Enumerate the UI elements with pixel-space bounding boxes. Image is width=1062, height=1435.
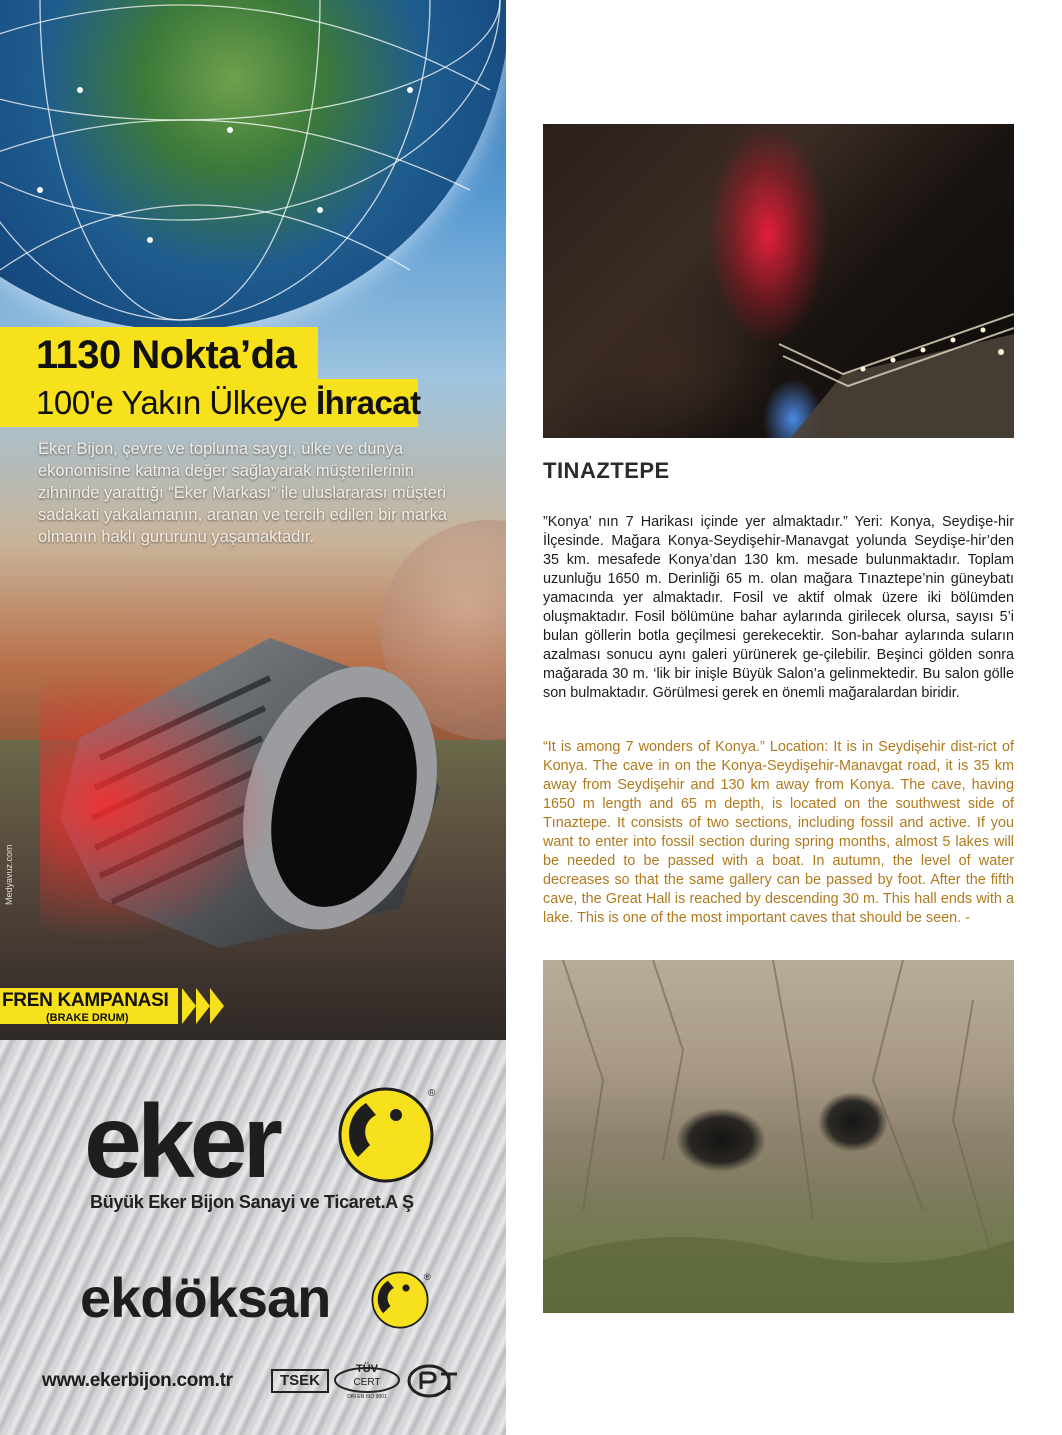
- pct-label: PCT: [433, 1394, 439, 1398]
- eker-logo-mark-icon: [336, 1085, 436, 1185]
- registered-mark: ®: [424, 1272, 431, 1282]
- ad-subheadline: 100'e Yakın Ülkeye İhracat: [36, 384, 421, 421]
- eker-logo-text: eker: [84, 1084, 278, 1200]
- brake-drum-image: [40, 618, 470, 958]
- product-label: FREN KAMPANASI: [2, 990, 169, 1011]
- chevron-right-icon: [182, 988, 196, 1024]
- registered-mark: ®: [428, 1088, 436, 1099]
- ad-agency-credit: Medyavuz.com: [4, 844, 14, 905]
- cave-interior-photo: [543, 124, 1014, 438]
- ekdoksan-logo-text: ekdöksan: [80, 1266, 331, 1329]
- network-lines-graphic: [0, 0, 506, 330]
- article-text-english: “It is among 7 wonders of Konya.” Location: It is in Seydişehir dist-rict of Konya. The cave in on the Konya-Seydişehir-Manavgat road, it is 35 km away from Seydişehir and 130 km away from Konya. The cave, having 1650 m length and 65 m depth, is located on the southwest side of Tınaztepe. It consists of two sections, including fossil and active. If you want to enter into fossil section during spring months, almost 5 lakes will be needed to be passed with a boat. In autumn, the level of water decreases so that the same gallery can be passed by foot. After the fifth cave, the Great Hall is reached by descending 30 m. This hall ends with a lake. This is one of the most important caves that should be seen. -: [543, 739, 1014, 926]
- cave-entrance-photo: [543, 960, 1014, 1313]
- company-name: Büyük Eker Bijon Sanayi ve Ticaret.A Ş: [90, 1192, 414, 1212]
- advertisement: [0, 0, 506, 1435]
- tuv-certificate-badge: [333, 1360, 401, 1400]
- chevron-right-icon: [196, 988, 210, 1024]
- ad-body-text: Eker Bijon, çevre ve topluma saygı, ülke ve dünya ekonomisine katma değer sağlayarak müşterilerinin zihninde yarattığı “Eker Markası” ile uluslararası müşteri sadakati yakalamanın, aranan ve tercih edilen bir marka olmanın haklı gururunu yaşamaktadır.: [38, 440, 448, 546]
- tuv-cert-label: CERT: [353, 1377, 381, 1388]
- tsek-certificate-badge: TSEK: [271, 1369, 329, 1393]
- ekdoksan-logo-mark-icon: [370, 1270, 430, 1330]
- chevron-right-icon: [210, 988, 224, 1024]
- product-label-english: (BRAKE DRUM): [46, 1012, 129, 1024]
- globe-illustration: [0, 0, 506, 330]
- article-title: TINAZTEPE: [543, 458, 670, 483]
- ad-headline: 1130 Nokta’da: [36, 333, 297, 377]
- tuv-label: TÜV: [356, 1363, 378, 1375]
- walkway-graphic: [543, 124, 1014, 438]
- website-url: www.ekerbijon.com.tr: [42, 1370, 233, 1391]
- cliff-texture-graphic: [543, 960, 1014, 1313]
- article-text-turkish: ”Konya’ nın 7 Harikası içinde yer almaktadır.” Yeri: Konya, Seydişe-hir İlçesinde. Mağara Konya-Seydişehir-Manavgat yolunda Seydişe-hir’den 35 km. mesafede Konya’dan 130 km. mesade bulunmaktadır. Toplam uzunluğu 1650 m. Derinliği 65 m. olan mağara Tınaztepe’nin güneybatı yamacında yer almaktadır. Fosil ve aktif olmak üzere iki bölümden oluşmaktadır. Fosil bölümüne bahar aylarında girilecek olursa, sayısı 5’i bulan göllerin botla geçilmesi gerekecektir. Son-bahar aylarında suların azalması sonucu aynı galeri yürünerek ge-çilebilir. Beşinci gölden sonra mağarada 30 m. ‘lik bir inişle Büyük Salon’a gelinmektedir. Bu salon gölle son bulmaktadır. Görülmesi gerek en önemli mağaralardan biridir.: [543, 514, 1014, 701]
- iso-label: DIN EN ISO 9001: [347, 1394, 387, 1400]
- pct-certificate-badge: [407, 1364, 459, 1398]
